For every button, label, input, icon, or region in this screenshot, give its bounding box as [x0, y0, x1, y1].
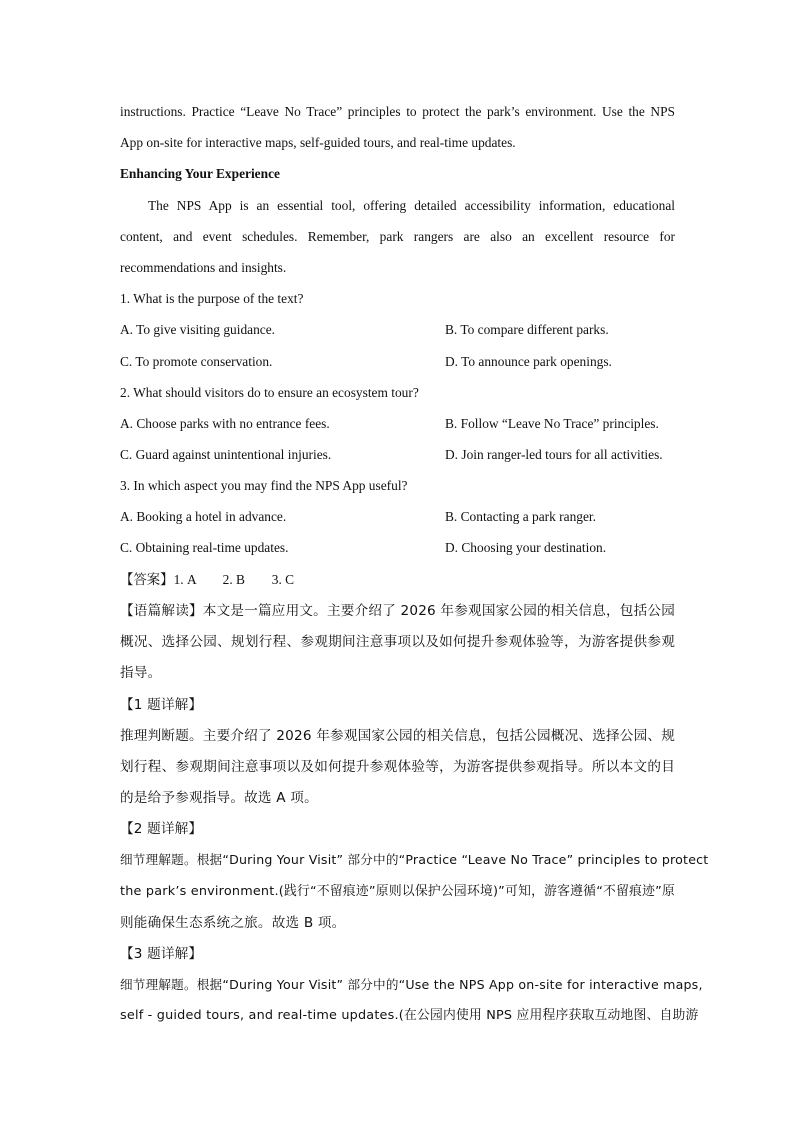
question-1-option-d: D. To announce park openings.: [445, 354, 612, 369]
detail-2-line-2: the park’s environment.(践行“不留痕迹”原则以保护公园环境)”可知，游客遵循“不留痕迹”原: [120, 884, 675, 899]
analysis-line-1: [120, 601, 675, 621]
detail-1-label: 【1 题详解】: [120, 697, 203, 713]
detail-2-label: 【2 题详解】: [120, 821, 203, 837]
question-2-option-d: D. Join ranger-led tours for all activities.: [445, 447, 663, 462]
paragraph-line-2: content, and event schedules. Remember, park rangers are also an excellent resource for: [120, 229, 675, 244]
question-1-option-c: C. To promote conservation.: [120, 354, 273, 369]
question-3-option-b: B. Contacting a park ranger.: [445, 509, 596, 524]
paragraph-line-3: recommendations and insights.: [120, 260, 287, 275]
passage-line-2: App on-site for interactive maps, self-guided tours, and real-time updates.: [120, 135, 516, 150]
analysis-line-3: 指导。: [120, 665, 162, 681]
question-2-option-b: B. Follow “Leave No Trace” principles.: [445, 416, 659, 431]
analysis-text-1: 本文是一篇应用文。主要介绍了 2026 年参观国家公园的相关信息，包括公园: [202, 603, 675, 619]
detail-2-line-3: 则能确保生态系统之旅。故选 B 项。: [120, 915, 346, 931]
detail-3-line-2: self - guided tours, and real-time updates.(在公园内使用 NPS 应用程序获取互动地图、自助游: [120, 1008, 699, 1023]
answer-line: [120, 570, 294, 591]
paragraph-line-1: The NPS App is an essential tool, offering detailed accessibility information, educational: [148, 198, 675, 213]
question-1-stem: 1. What is the purpose of the text?: [120, 291, 304, 306]
detail-1-line-2: 划行程、参观期间注意事项以及如何提升参观体验等，为游客提供参观指导。所以本文的目: [120, 759, 675, 775]
question-2-stem: 2. What should visitors do to ensure an ecosystem tour?: [120, 385, 419, 400]
passage-line-1: instructions. Practice “Leave No Trace” principles to protect the park’s environment. Use the NPS: [120, 104, 675, 119]
answer-text: 1. A 2. B 3. C: [173, 572, 295, 587]
detail-3-line-1: 细节理解题。根据“During Your Visit” 部分中的“Use the NPS App on-site for interactive maps,: [120, 977, 703, 992]
detail-2-line-1: 细节理解题。根据“During Your Visit” 部分中的“Practice “Leave No Trace” principles to protect: [120, 852, 709, 867]
section-heading: Enhancing Your Experience: [120, 166, 280, 181]
analysis-line-2: 概况、选择公园、规划行程、参观期间注意事项以及如何提升参观体验等，为游客提供参观: [120, 634, 675, 650]
question-1-option-b: B. To compare different parks.: [445, 322, 609, 337]
question-3-stem: 3. In which aspect you may find the NPS App useful?: [120, 478, 408, 493]
question-3-option-d: D. Choosing your destination.: [445, 540, 607, 555]
question-3-option-a: A. Booking a hotel in advance.: [120, 509, 287, 524]
analysis-label: 【语篇解读】: [120, 603, 203, 619]
question-3-option-c: C. Obtaining real-time updates.: [120, 540, 289, 555]
detail-1-line-1: 推理判断题。主要介绍了 2026 年参观国家公园的相关信息，包括公园概况、选择公园、规: [120, 728, 675, 744]
detail-3-label: 【3 题详解】: [120, 946, 203, 962]
question-1-option-a: A. To give visiting guidance.: [120, 322, 276, 337]
question-2-option-c: C. Guard against unintentional injuries.: [120, 447, 332, 462]
question-2-option-a: A. Choose parks with no entrance fees.: [120, 416, 330, 431]
detail-1-line-3: 的是给予参观指导。故选 A 项。: [120, 790, 318, 806]
answer-label: 【答案】: [120, 573, 174, 588]
